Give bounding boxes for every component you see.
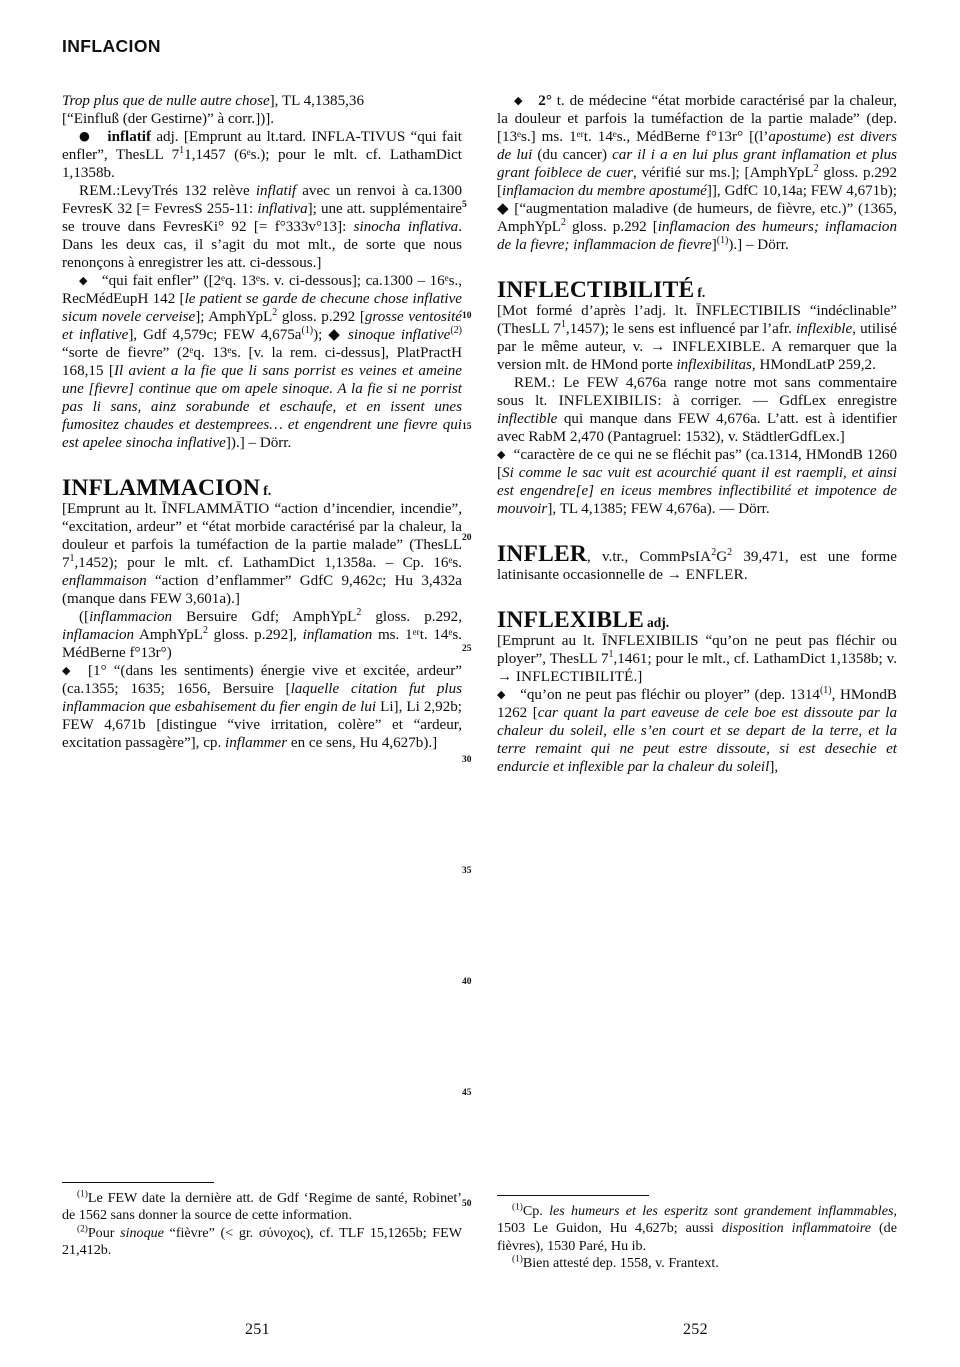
line-number-10: 10 (462, 311, 472, 321)
after-quote-2: ], Gdf 4,579c; FEW 4,675a (128, 327, 302, 343)
headword-infler: INFLER (497, 541, 587, 567)
infler-body (497, 541, 897, 584)
headword-pos-inflectibilite: f. (697, 285, 706, 300)
line-number-40: 40 (462, 977, 472, 987)
etymology-inflatif: [Emprunt au lt.tard. INFLA-TIVUS “qui fait enfler”, ThesLL 7 (62, 129, 462, 163)
rem-b: : à corriger. — GdfLex enregistre (657, 393, 897, 409)
filled-diamond-marker: ◆ (79, 274, 89, 287)
sense2-quote-3: car il i a en lui plus grant inflamation et plus grant foiblece de cuer (497, 147, 897, 181)
footnote-text-b: , 1503 Le Guidon, Hu 4,627b; aussi (497, 1203, 897, 1237)
entry-inflammacion (62, 475, 462, 752)
sense-gloss: “qu’on ne peut pas fléchir ou ployer” (520, 687, 750, 703)
rem-c: qui manque dans FEW 4,676a. L’att. est à identifier avec RabM 2,470 (Pantagruel: 1532), v. StädtlerGdfLex.] (497, 411, 897, 445)
after-quote-1: ]; AmphYpL (195, 309, 273, 325)
filled-diamond-marker: ◆ (62, 664, 74, 677)
sense2-text-f: ]], GdfC 10,14a; FEW 4,671b); ◆ [“augmentation maladive (de humeurs, de fièvre, etc.)” (1365, AmphYpL (497, 183, 897, 235)
etym-b: ,1457); le sens est influencé par l’afr. (565, 321, 797, 337)
filled-circle-marker: ● (79, 128, 92, 143)
sense2-quote-5: inflamacion des humeurs; inflamacion de la fievre; inflammacion de fievre (497, 219, 897, 253)
footnote-text-a: Cp. (522, 1203, 550, 1219)
lemma-inflatif: inflatif (107, 129, 152, 145)
sense-dating-b: , HMondB 1262 [ (497, 687, 898, 721)
variants-sup-1: 2 (356, 606, 362, 618)
footnote-rule (497, 1195, 649, 1196)
sense-quote: Si comme le sac vuit est acourchié quant il est raempli, et ainsi est engendre[e] en iceus membres inflectibilité et impotence de mouvoir (497, 465, 897, 517)
footnote-1-text: Le FEW date la dernière att. de Gdf ‘Regime de santé, Robinet’ de 1562 sans donner la source de cette information. (62, 1190, 462, 1224)
etym-sup: 1 (560, 318, 566, 330)
continuation-quote: Trop plus que de nulle autre chose (62, 93, 270, 109)
footnote-2-right (497, 1255, 897, 1272)
headword-inflectibilite: INFLECTIBILITÉ (497, 277, 695, 303)
etym-b: ,1452); pour le mlt. cf. LathamDict 1,1358a. – Cp. 16ᵉs. (74, 555, 462, 571)
infler-inline-b: G (716, 549, 728, 565)
headword-inflammacion: INFLAMMACION (62, 475, 261, 501)
rem-italic-inflectible: inflectible (497, 411, 558, 427)
sense2-text-b: ) (826, 129, 838, 145)
sense2-sup-2: 2 (561, 216, 566, 228)
rem-inflectibilite (497, 374, 897, 446)
variants-d: AmphYpL (134, 627, 203, 643)
thesll-volume-sup: 1 (179, 144, 185, 156)
sense-1-inflammacion (62, 662, 462, 752)
line-number-15: 15 (462, 422, 472, 432)
sense-after: ], TL 4,1385; FEW 4,676a). — Dörr. (547, 501, 770, 517)
footnote-marker-1: (1) (512, 1202, 523, 1213)
etym-sup: 1 (608, 648, 614, 660)
rem-text-a: LevyTrés 132 relève (120, 183, 256, 199)
continuation-paragraph (62, 92, 462, 128)
rem-inflatif (62, 182, 462, 272)
headword-line-inflectibilite (497, 277, 897, 303)
line-number-30: 30 (462, 755, 472, 765)
infler-inline-a: , v.tr., CommPs (587, 549, 695, 565)
amphypl-sup: 2 (272, 306, 278, 318)
sense2-text-g: gloss. p.292 [ (566, 219, 658, 235)
left-footnotes (62, 1182, 462, 1259)
infler-sup-2: 2 (727, 546, 733, 558)
sense2-text-a: t. de médecine “état morbide caractérisé par la chaleur, la douleur et parfois la tuméfaction de la partie malade” (dep. [13ᵉs.] ms. 1ᵉʳt. 14ᵉs., MédBerne f°13r° [(l’ (497, 93, 897, 145)
continuation-gloss: [“Einfluß (der Gestirne)” à corr.])]. (62, 111, 275, 127)
sub-lemma-sinoque-inflative: sinoque inflative (348, 327, 451, 343)
line-number-5: 5 (462, 200, 467, 210)
right-footnotes (497, 1195, 897, 1272)
infler-sup-1: 2 (711, 546, 717, 558)
infler-inline-c: 39,471, est une forme latinisante occasionnelle de → (497, 549, 897, 583)
sense2-quote-2: est divers de lui (497, 129, 897, 163)
rem-label: REM.: (79, 183, 121, 199)
rem-text-d: . Dans les deux cas, il s’agit du mot mlt., de sorte que nous renonçons à enregistrer les att. ci-dessous.] (62, 219, 462, 271)
etym-italic-inflexible: inflexible (796, 321, 853, 337)
cross-ref-inflexible[interactable]: INFLEXIBLE (672, 339, 762, 355)
footnote-marker-1: (1) (77, 1189, 88, 1200)
sense2-quote-1: apostume (768, 129, 827, 145)
sense2-text-e: gloss. p.292 [ (497, 165, 897, 199)
footnote-ref-right-2: (1) (819, 684, 832, 696)
sense2-text-c: (du cancer) (532, 147, 613, 163)
entry-inflatif (62, 128, 462, 182)
etym-b: ,1461; pour le mlt., cf. LathamDict 1,1358b; v. → (497, 651, 897, 685)
right-column (497, 92, 897, 776)
etym-sup: 1 (69, 552, 75, 564)
filled-diamond-marker: ◆ (497, 448, 506, 461)
sense-gloss: “caractère de ce qui ne se fléchit pas” (513, 447, 742, 463)
footnote-marker-2: (1) (512, 1254, 523, 1265)
after-few: ); ◆ (313, 327, 349, 343)
variants-sup-2: 2 (203, 624, 208, 636)
footnote-ref-1: (1) (301, 324, 314, 336)
footnote-1-left (62, 1190, 462, 1225)
entry-infler (497, 541, 897, 584)
sense-2-inflammacion (497, 92, 897, 254)
sense1-after: Li], Li 2,92b; FEW 4,671b [distingue “vive irritation, colère” et “ardeur, excitation passagère”], cp. (62, 699, 462, 751)
citation-quote-2: grosse ventosité et inflative (62, 309, 462, 343)
cross-ref-inflectibilite[interactable]: INFLECTIBILITÉ (515, 669, 634, 685)
rem-italic-a: inflatif (255, 183, 297, 199)
footnote-ref-2: (2) (450, 324, 462, 336)
footnote-2-text: Bien attesté dep. 1558, v. Frantext. (522, 1254, 719, 1271)
citation-quote-1: le patient se garde de checune chose inflative sicum novele cerveise (62, 291, 463, 325)
headword-line-inflexible (497, 607, 897, 633)
etymology-inflectibilite (497, 302, 897, 374)
etym-italic-inflexibilitas: inflexibilitas (676, 357, 752, 373)
sense2-text-d: , vérifié sur ms.]; [AmphYpL (633, 165, 814, 181)
left-column (62, 92, 462, 752)
line-number-45: 45 (462, 1088, 472, 1098)
footnote-2-text-b: “fièvre” (< gr. σύνοχος), cf. TLF 15,1265b; FEW 21,412b. (62, 1224, 462, 1258)
etym-c: , utilisé par le même auteur, v. → (497, 321, 897, 355)
sense2-label: 2° (538, 93, 552, 109)
line-number-25: 25 (462, 644, 472, 654)
sense2-quote-4: inflamacion du membre apostumé (502, 183, 707, 199)
etym-italic: enflammaison (62, 573, 147, 589)
sense-after: ], (769, 759, 779, 775)
rem-label: REM.: (514, 375, 556, 391)
sub-gloss: “sorte de fievre” (2ᵉq. 13ᵉs. [v. la rem. ci-dessus], PlatPractH 168,15 [ (62, 345, 462, 379)
etym-a: [Emprunt au lt. ĪNFLAMMĀTIO “action d’incendier, incendie”, “excitation, ardeur” et “état morbide caractérisé par la chaleur, la douleur et parfois la tuméfaction de la partie malade” (ThesLL 7 (62, 501, 462, 571)
sense2-sup-1: 2 (813, 162, 819, 174)
footnote-rule (62, 1182, 214, 1183)
entry-inflectibilite (497, 277, 897, 518)
cross-ref-inflexibilis: INFLEXIBILIS (558, 393, 658, 409)
filled-diamond-marker: ◆ (497, 688, 507, 701)
continuation-ref: ], TL 4,1385,36 (269, 93, 364, 109)
etym-a: [Emprunt au lt. ĪNFLEXIBILIS “qu’on ne peut pas fléchir ou ployer”, ThesLL 7 (497, 633, 897, 667)
entry-inflexible (497, 607, 898, 776)
after-quote-3: ]).] – Dörr. (225, 435, 292, 451)
sense2-text-i: ).] – Dörr. (728, 237, 789, 253)
variant-form-1: inflammacion (89, 609, 173, 625)
infler-inline-d: . (743, 567, 748, 583)
line-number-20: 20 (462, 533, 472, 543)
headword-pos-inflammacion: f. (263, 483, 272, 498)
sense-dating: (dep. 1314 (749, 687, 820, 703)
sense1-italic-ref: inflammer (225, 735, 288, 751)
sense-inflectibilite (497, 446, 897, 518)
folio-number-right: 252 (683, 1321, 708, 1338)
sense-quote: car quant la part eaveuse de cele boe est dissoute par la chaleur du soleil, elle s’en court et se depart de la terre, et la terre remaint qui ne peut estre dissoute, si est desechie et endurcie et inflexible par la chaleur du soleil (497, 705, 897, 775)
footnote-2-left (62, 1225, 462, 1260)
variant-form-3: inflamation (302, 627, 373, 643)
thesll-reference: 1,1457 (6ᵉs.); pour le mlt. cf. LathamDict 1,1358b. (62, 147, 462, 181)
line-number-50: 50 (462, 1199, 472, 1209)
sense-gloss: “qui fait enfler” (101, 273, 199, 289)
footnote-marker-2: (2) (77, 1223, 88, 1234)
footnote-ref-right-1: (1) (716, 234, 729, 246)
etym-e: , HMondLatP 259,2. (751, 357, 876, 373)
sense-dating: ([2ᵉq. 13ᵉs. v. ci-dessous]; ca.1300 – 16ᵉs., RecMédEupH 142 [ (62, 273, 462, 307)
sense-inflexible (497, 686, 897, 776)
variant-form-2: inflamacion (62, 627, 135, 643)
footnote-1-right (497, 1203, 897, 1255)
etymology-inflexible (497, 632, 897, 686)
footnote-2-italic: sinoque (120, 1224, 164, 1241)
variants-f: ms. 1ᵉʳt. 14ᵉs. MédBerne f°13r°) (62, 627, 462, 661)
line-number-35: 35 (462, 866, 472, 876)
rem-text-b: avec un renvoi à ca.1300 FevresK 32 [= FevresS 255-11: (62, 183, 462, 217)
footnote-text-c: (de fièvres), 1530 Paré, Hu ib. (497, 1220, 897, 1254)
footnote-2-text-a: Pour (87, 1224, 121, 1241)
variants-b: Bersuire Gdf; AmphYpL (172, 609, 357, 625)
variants-c: gloss. p.292, (361, 609, 462, 625)
sense1-quote: laquelle citation fut plus inflammacion que esbahisement du fier engin de lui (62, 681, 462, 715)
etym-c: .] (633, 669, 643, 685)
variants-a: ([ (79, 609, 90, 625)
pos-inflatif: adj. (156, 129, 179, 145)
footnote-italic-1: les humeurs et les esperitz sont grandement inflammables (549, 1203, 894, 1219)
etymology-inflammacion (62, 500, 462, 608)
infler-source-sc: IA (694, 549, 712, 565)
headword-pos-inflexible: adj. (646, 615, 670, 630)
etym-a: [Mot formé d’après l’adj. lt. ĪNFLECTIBILIS “indéclinable” (ThesLL 7 (497, 303, 897, 337)
etym-d: . A remarquer que la version mlt. de HMond porte (497, 339, 897, 373)
sense-qui-fait-enfler (62, 272, 462, 452)
after-amph: gloss. p.292 [ (277, 309, 365, 325)
citation-quote-3: Il avient a la fie que li sans porrist es veines et ameine une [fievre] continue que om apele sinoque. A la fie si ne porrist pas li sans, ainz sorabunde et eschaufe, et en issent unes fumositez chaudes et destemprees… et engendrent une fievre qui est apelee sinocha inflative (62, 363, 462, 451)
folio-number-left: 251 (245, 1321, 270, 1338)
rem-a: Le FEW 4,676a range notre mot sans commentaire sous lt. (497, 375, 897, 409)
sense1-text: [1° “(dans les sentiments) énergie vive et excitée, ardeur” (ca.1355; 1635; 1656, Bersuire [ (62, 663, 462, 697)
variant-forms-inflammacion (62, 608, 462, 662)
sense2-text-h: ] (711, 237, 717, 253)
etym-c: “action d’enflammer” GdfC 9,462c; Hu 3,432a (manque dans FEW 3,601a).] (62, 573, 462, 607)
headword-line-inflammacion (62, 475, 462, 501)
sense1-end: en ce sens, Hu 4,627b).] (287, 735, 438, 751)
rem-italic-b: inflativa (257, 201, 308, 217)
filled-diamond-marker: ◆ (514, 94, 524, 107)
variants-e: gloss. p.292], (207, 627, 303, 643)
rem-italic-c: sinocha inflativa (353, 219, 459, 235)
headword-inflexible: INFLEXIBLE (497, 607, 644, 633)
rem-text-c: ]; une att. supplémentaire se trouve dans FevresKi° 92 [= f°333v°13]: (62, 201, 463, 235)
footnote-italic-2: disposition inflammatoire (721, 1220, 872, 1237)
running-head: INFLACION (62, 36, 161, 56)
sense-dating: (ca.1314, HMondB 1260 [ (497, 447, 897, 481)
cross-ref-enfler[interactable]: ENFLER (685, 567, 744, 583)
